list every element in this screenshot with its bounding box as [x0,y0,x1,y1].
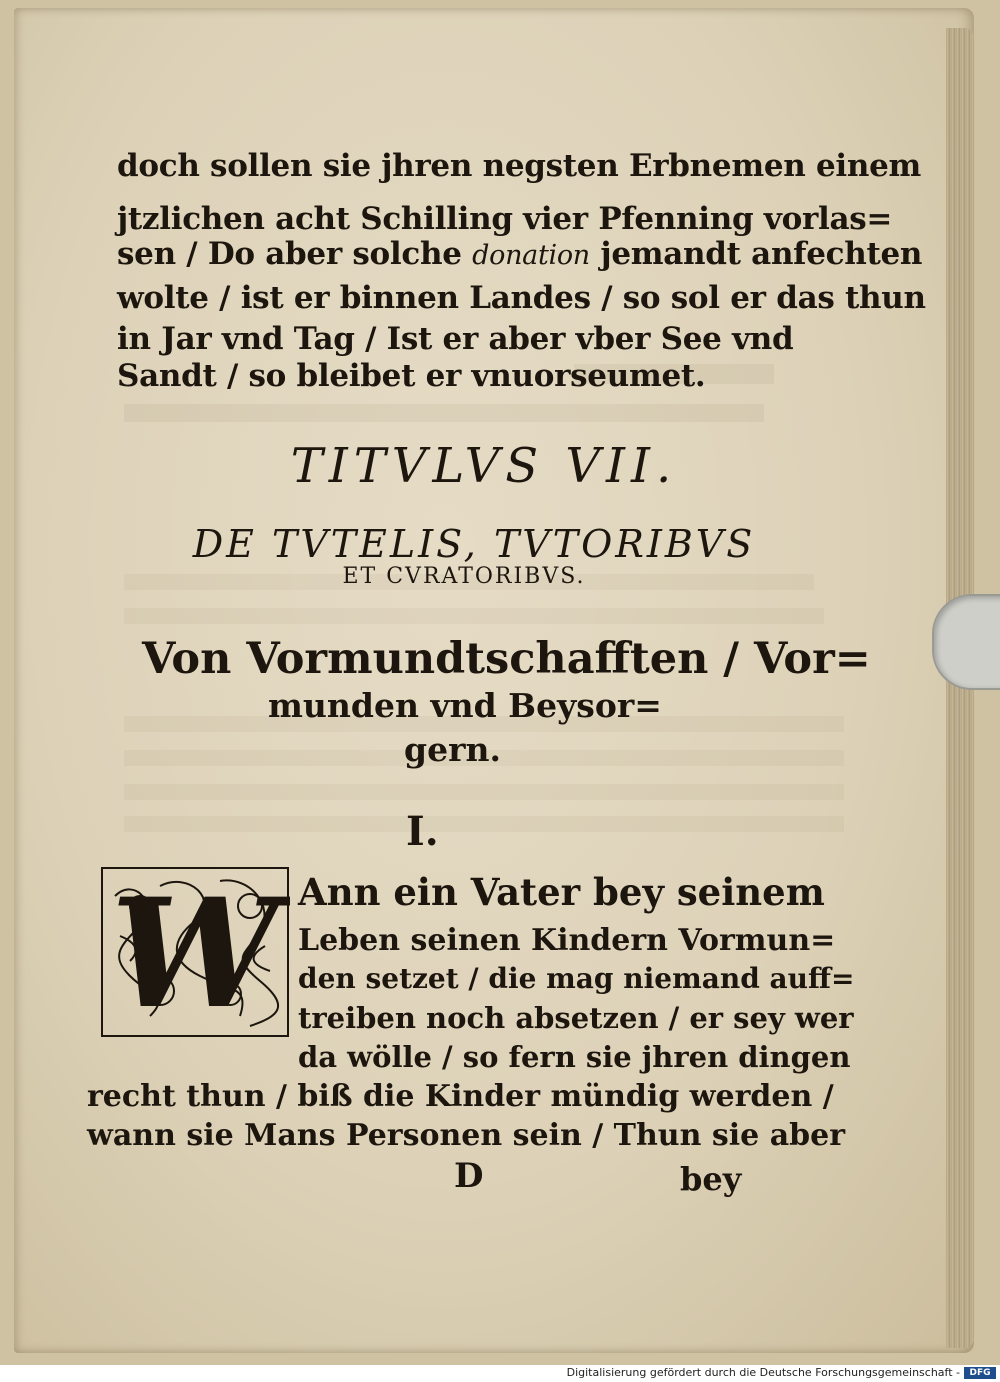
ornament-icon [100,866,290,1038]
title-titulus: TITVLVS VII. [290,438,678,494]
german-heading-line-2: munden vnd Beysor= [268,686,662,725]
decorated-initial-w [100,866,290,1038]
body-line-4: wolte / ist er binnen Landes / so sol er das thun [117,280,926,316]
subtitle-latin-line-1: DE TVTELIS, TVTORIBVS [192,522,756,566]
catchword: bey [680,1160,742,1198]
footer-credit-text: Digitalisierung gefördert durch die Deutsche Forschungsgemeinschaft - [566,1366,960,1379]
paragraph-line-7: wann sie Mans Personen sein / Thun sie aber [87,1118,845,1153]
paragraph-line-2: Leben seinen Kindern Vormun= [298,923,836,958]
paragraph-line-6: recht thun / biß die Kinder mündig werden / [87,1079,834,1114]
body-line-6: Sandt / so bleibet er vnuorseumet. [117,358,706,394]
section-number: I. [406,808,439,855]
signature-mark: D [454,1156,484,1196]
body-line-1: doch sollen sie jhren negsten Erbnemen einem [117,148,922,184]
dfg-logo[interactable]: DFG [964,1367,996,1379]
german-heading-line-1: Von Vormundtschafften / Vor= [142,634,871,684]
paragraph-line-1: Ann ein Vater bey seinem [298,870,825,914]
paragraph-line-5: da wölle / so fern sie jhren dingen [298,1040,851,1074]
body-line-3-start: sen / Do aber solche [117,236,462,272]
subtitle-latin-line-2: ET CVRATORIBVS. [342,564,586,589]
german-heading-line-3: gern. [404,730,501,769]
footer-bar [0,1365,1000,1382]
initial-letter: W [110,866,280,1038]
body-line-3-end: jemandt anfechten [600,236,923,272]
latin-word-donation: donation [472,240,590,271]
book-clasp [932,594,1000,690]
book-page [14,8,974,1353]
body-line-5: in Jar vnd Tag / Ist er aber vber See vnd [117,321,794,357]
paragraph-line-3: den setzet / die mag niemand auff= [298,962,855,995]
body-line-2: jtzlichen acht Schilling vier Pfenning vorlas= [117,201,893,237]
paragraph-line-4: treiben noch absetzen / er sey wer [298,1001,854,1035]
body-line-3 [117,236,922,272]
